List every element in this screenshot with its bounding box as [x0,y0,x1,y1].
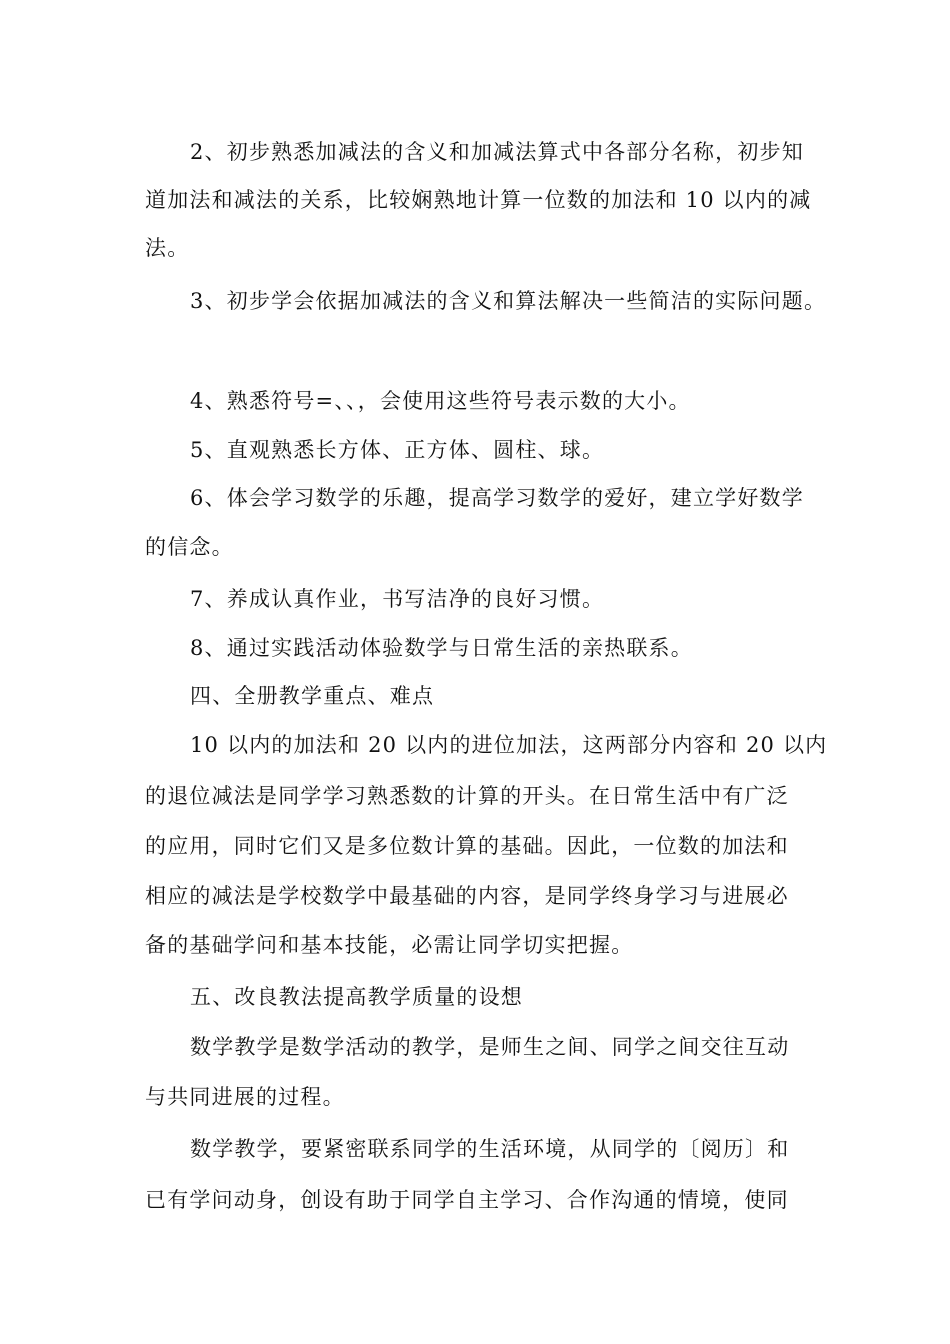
paragraph-line: 数学教学是数学活动的教学，是师生之间、同学之间交往互动 [190,1035,790,1059]
paragraph-line: 相应的减法是学校数学中最基础的内容，是同学终身学习与进展必 [145,884,789,908]
paragraph-line: 10 以内的加法和 20 以内的进位加法，这两部分内容和 20 以内 [190,733,828,757]
paragraph-line: 2、初步熟悉加减法的含义和加减法算式中各部分名称，初步知 [190,140,804,164]
paragraph-line: 5、直观熟悉长方体、正方体、圆柱、球。 [190,438,605,462]
paragraph-line: 3、初步学会依据加减法的含义和算法解决一些简洁的实际问题。 [190,289,827,313]
paragraph-line: 的应用，同时它们又是多位数计算的基础。因此，一位数的加法和 [145,834,789,858]
paragraph-line: 7、养成认真作业，书写洁净的良好习惯。 [190,587,605,611]
paragraph-line: 的信念。 [145,535,234,559]
paragraph-line: 数学教学，要紧密联系同学的生活环境，从同学的〔阅历〕和 [190,1137,790,1161]
paragraph-line: 的退位减法是同学学习熟悉数的计算的开头。在日常生活中有广泛 [145,784,789,808]
paragraph-line: 与共同进展的过程。 [145,1085,345,1109]
paragraph-line: 8、通过实践活动体验数学与日常生活的亲热联系。 [190,636,693,660]
paragraph-line: 4、熟悉符号=、、，会使用这些符号表示数的大小。 [190,389,691,413]
section-heading: 五、改良教法提高教学质量的设想 [190,985,523,1009]
section-heading: 四、全册教学重点、难点 [190,684,435,708]
paragraph-line: 备的基础学问和基本技能，必需让同学切实把握。 [145,933,634,957]
paragraph-line: 已有学问动身，创设有助于同学自主学习、合作沟通的情境，使同 [145,1188,789,1212]
paragraph-line: 道加法和减法的关系，比较娴熟地计算一位数的加法和 10 以内的减 [145,188,812,212]
paragraph-line: 法。 [145,236,190,260]
paragraph-line: 6、体会学习数学的乐趣，提高学习数学的爱好，建立学好数学 [190,486,804,510]
